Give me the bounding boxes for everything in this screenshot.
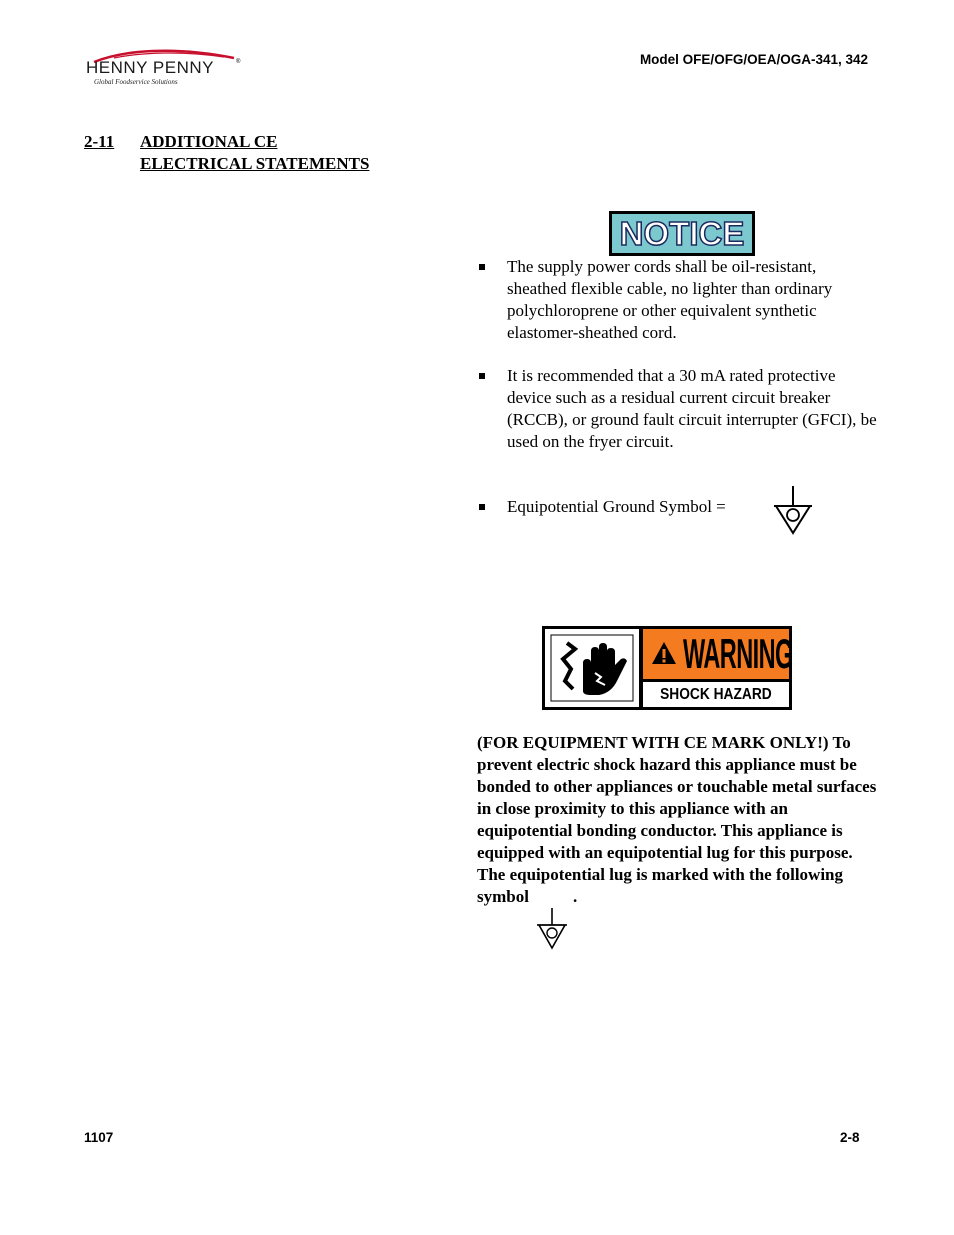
bullet-text: It is recommended that a 30 mA rated protective device such as a residual current circuit breaker (RCCB), or ground fault circuit interrupter (GFCI), be used on the fryer circuit.: [507, 366, 877, 451]
notice-sign: [609, 211, 755, 256]
warning-subtitle: SHOCK HAZARD: [660, 685, 772, 703]
footer-date-code: 1107: [84, 1130, 114, 1145]
ce-statement: [477, 732, 877, 908]
ce-statement-body: (FOR EQUIPMENT WITH CE MARK ONLY!) To prevent electric shock hazard this appliance must be bonded to other appliances or touchable metal surfaces in close proximity to this appliance with an equipotential bonding conductor. This appliance is equipped with an equipotential lug for this purpose. The equipotential lug is marked with the following symbol: [477, 733, 877, 906]
notice-sign-label: NOTICE: [619, 215, 745, 252]
electric-shock-hand-icon: [545, 629, 639, 707]
warning-subtitle-panel: [643, 682, 789, 707]
warning-header-panel: [643, 629, 793, 679]
warning-shock-hazard-sign: [542, 626, 792, 710]
logo-registered-mark: ®: [236, 59, 241, 65]
logo-tagline: Global Foodservice Solutions: [94, 78, 178, 86]
bullet-square-icon: [479, 264, 485, 270]
bullet-text: The supply power cords shall be oil-resistant, sheathed flexible cable, no lighter than ordinary polychloroprene or other equivalent synthetic elastomer-sheathed cord.: [507, 257, 833, 342]
bullet-square-icon: [479, 504, 485, 510]
section-title-line2: ELECTRICAL STATEMENTS: [140, 154, 370, 173]
notice-sign-panel: [612, 214, 752, 253]
henny-penny-logo: [84, 48, 246, 92]
section-number: 2-11: [84, 132, 115, 151]
bullet-text: Equipotential Ground Symbol =: [507, 497, 726, 516]
bullet-protective-device: [477, 365, 877, 453]
model-header: Model OFE/OFG/OEA/OGA-341, 342: [639, 52, 868, 67]
warning-title: WARNING: [683, 630, 793, 677]
section-title-line1: ADDITIONAL CE: [140, 132, 278, 151]
equipotential-ground-icon: [536, 908, 568, 950]
logo-brand-text: HENNY PENNY: [86, 58, 214, 77]
alert-triangle-icon: [651, 641, 677, 665]
footer-page-number: 2-8: [840, 1130, 860, 1145]
bullet-ground-symbol: [477, 496, 877, 518]
bullet-supply-cords: [477, 256, 877, 344]
ce-statement-end: .: [572, 887, 578, 906]
bullet-square-icon: [479, 373, 485, 379]
equipotential-ground-icon: [772, 486, 814, 536]
